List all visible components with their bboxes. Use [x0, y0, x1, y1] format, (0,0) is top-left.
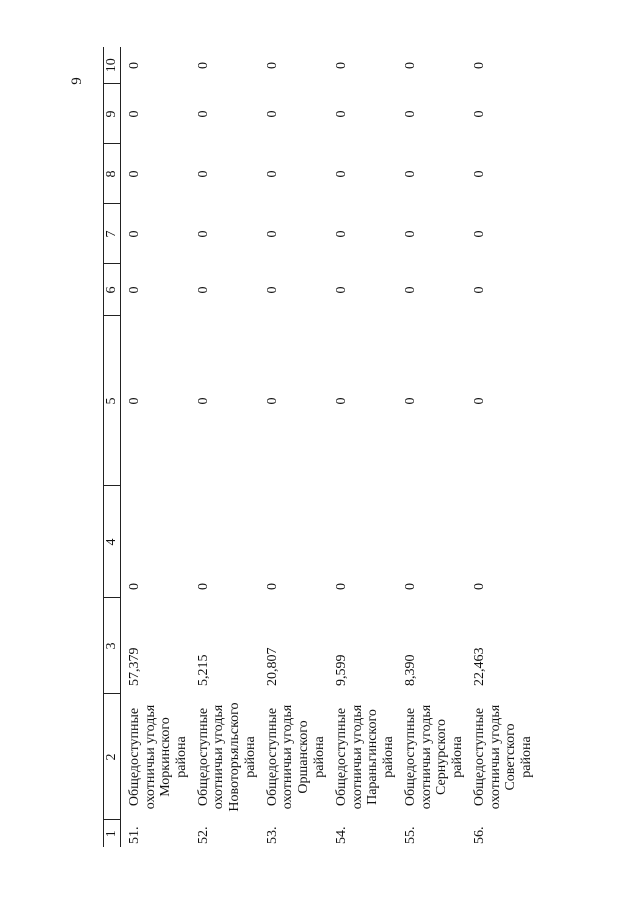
ground-name-line: Общедоступные [471, 707, 487, 807]
ground-name [121, 694, 190, 820]
cell-value: 0 [195, 110, 211, 118]
cell-value: 0 [333, 110, 349, 118]
ground-name-line: Общедоступные [333, 707, 349, 807]
ground-name [328, 694, 397, 820]
area-value: 5,215 [195, 654, 211, 686]
table-row [328, 47, 397, 847]
cell-value: 0 [264, 230, 280, 238]
ground-name-line: Новоторъяльского [227, 702, 243, 812]
ground-name-line: Оршанского [296, 720, 312, 794]
cell-value: 0 [471, 230, 487, 238]
row-number: 56. [471, 826, 487, 844]
ground-name-line: района [174, 736, 190, 778]
ground-name-line: Общедоступные [127, 707, 142, 807]
table-row [397, 47, 466, 847]
ground-name [259, 694, 328, 820]
cell-value: 0 [195, 62, 211, 69]
cell-value: 0 [333, 583, 349, 590]
column-header: 3 [104, 598, 121, 694]
cell-value: 0 [333, 230, 349, 238]
ground-name-line: охотничьи угодья [211, 704, 227, 810]
cell-value: 0 [127, 286, 142, 294]
row-number: 53. [264, 826, 280, 844]
row-number: 55. [402, 826, 418, 844]
cell-value: 0 [333, 397, 349, 405]
ground-name-line: района [242, 736, 258, 778]
cell-value: 0 [402, 110, 418, 118]
cell-value: 0 [195, 397, 211, 405]
column-header: 4 [104, 486, 121, 598]
cell-value: 0 [264, 286, 280, 294]
ground-name-line: Моркинского [158, 717, 174, 797]
table-header-row [104, 47, 121, 847]
column-header: 9 [104, 84, 121, 144]
ground-name-line: района [380, 736, 396, 778]
cell-value: 0 [471, 170, 487, 178]
cell-value: 0 [264, 110, 280, 118]
cell-value: 0 [195, 286, 211, 294]
area-value: 9,599 [333, 654, 349, 686]
ground-name-line: охотничьи угодья [142, 704, 158, 810]
cell-value: 0 [127, 110, 142, 118]
cell-value: 0 [471, 583, 487, 590]
column-header: 6 [104, 264, 121, 316]
cell-value: 0 [127, 170, 142, 178]
cell-value: 0 [402, 286, 418, 294]
ground-name-line: района [449, 736, 465, 778]
cell-value: 0 [402, 230, 418, 238]
cell-value: 0 [333, 62, 349, 69]
ground-name-line: охотничьи угодья [349, 704, 365, 810]
ground-name-line: района [311, 736, 327, 778]
area-value: 20,807 [264, 647, 280, 686]
area-value: 8,390 [402, 654, 418, 686]
cell-value: 0 [264, 583, 280, 590]
area-value: 22,463 [471, 647, 487, 686]
column-header: 2 [104, 694, 121, 820]
cell-value: 0 [127, 230, 142, 238]
cell-value: 0 [264, 397, 280, 405]
column-header: 10 [104, 47, 121, 84]
cell-value: 0 [402, 397, 418, 405]
cell-value: 0 [127, 397, 142, 405]
table-wrapper [103, 47, 535, 847]
row-number: 52. [195, 826, 211, 844]
cell-value: 0 [195, 170, 211, 178]
cell-value: 0 [471, 397, 487, 405]
cell-value: 0 [402, 62, 418, 69]
row-number: 54. [333, 826, 349, 844]
ground-name [397, 694, 466, 820]
column-header: 8 [104, 144, 121, 204]
ground-name-line: охотничьи угодья [487, 704, 503, 810]
column-header: 1 [104, 820, 121, 847]
page-number: 9 [69, 77, 85, 85]
ground-name-line: охотничьи угодья [280, 704, 296, 810]
cell-value: 0 [195, 583, 211, 590]
cell-value: 0 [333, 286, 349, 294]
cell-value: 0 [471, 62, 487, 69]
column-header: 7 [104, 204, 121, 264]
cell-value: 0 [471, 110, 487, 118]
ground-name-line: Сернурского [434, 719, 450, 795]
cell-value: 0 [471, 286, 487, 294]
cell-value: 0 [264, 170, 280, 178]
cell-value: 0 [264, 62, 280, 69]
ground-name-line: охотничьи угодья [418, 704, 434, 810]
ground-name-line: Общедоступные [195, 707, 211, 807]
ground-name-line: Советского [503, 723, 519, 791]
ground-name [190, 694, 259, 820]
ground-name [466, 694, 535, 820]
area-value: 57,379 [127, 647, 142, 686]
cell-value: 0 [333, 170, 349, 178]
cell-value: 0 [127, 62, 142, 69]
table-row [190, 47, 259, 847]
cell-value: 0 [402, 170, 418, 178]
table-row [466, 47, 535, 847]
row-number: 51. [127, 826, 142, 844]
table-row [259, 47, 328, 847]
ground-name-line: района [518, 736, 534, 778]
table-row [121, 47, 190, 847]
data-table [103, 47, 535, 847]
column-header: 5 [104, 316, 121, 486]
ground-name-line: Общедоступные [264, 707, 280, 807]
cell-value: 0 [127, 583, 142, 590]
ground-name-line: Параньгинского [365, 709, 381, 805]
cell-value: 0 [195, 230, 211, 238]
ground-name-line: Общедоступные [402, 707, 418, 807]
cell-value: 0 [402, 583, 418, 590]
